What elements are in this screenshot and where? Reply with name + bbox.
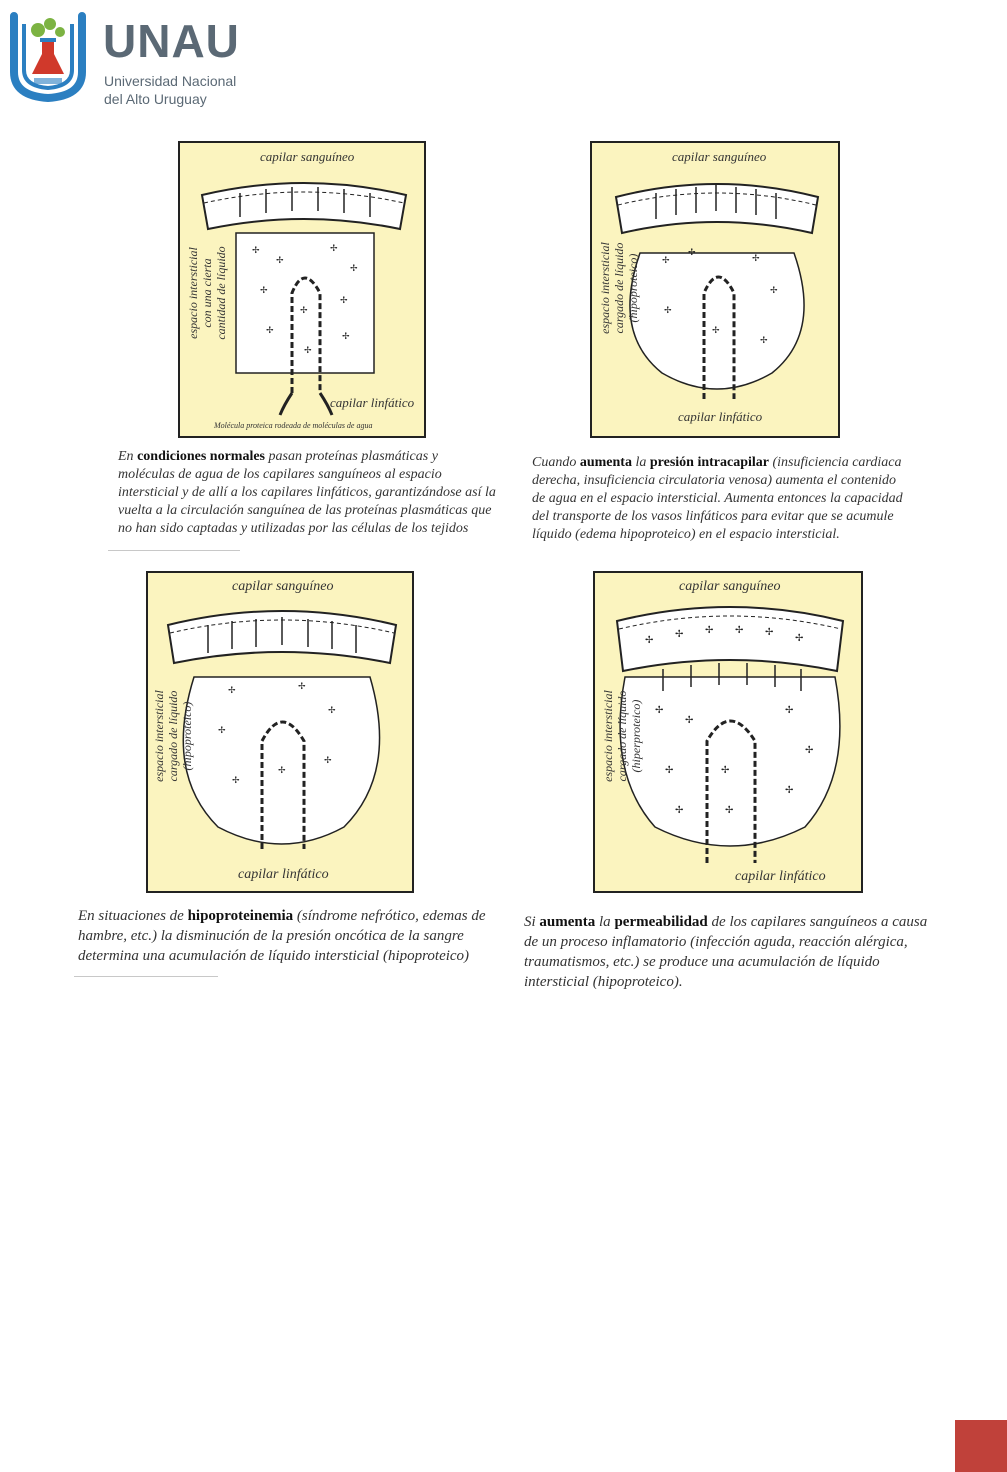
side-label: espacio intersticial cargado de líquido (hipoproteico) [152, 690, 194, 782]
logo-subtitle-line1: Universidad Nacional [104, 73, 237, 89]
svg-text:✢: ✢ [685, 715, 694, 726]
svg-text:✢: ✢ [228, 685, 236, 695]
svg-text:✢: ✢ [232, 775, 240, 785]
caption-keyword-2: presión intracapilar [649, 455, 769, 470]
legend-text: Molécula proteica rodeada de moléculas de agua [214, 421, 373, 430]
bottom-label: capilar linfático [678, 409, 763, 424]
svg-text:✢: ✢ [342, 331, 350, 341]
svg-text:✢: ✢ [655, 705, 664, 716]
svg-text:✢: ✢ [721, 765, 730, 776]
bottom-label: capilar linfático [238, 867, 329, 882]
figure-normal-conditions [178, 141, 426, 438]
svg-text:✢: ✢ [675, 805, 684, 816]
caption-keyword-2: permeabilidad [614, 914, 708, 930]
caption-keyword: aumenta [539, 914, 596, 930]
svg-text:✢: ✢ [765, 627, 774, 638]
svg-text:✢: ✢ [770, 285, 778, 295]
svg-text:✢: ✢ [805, 745, 814, 756]
top-label: capilar sanguíneo [232, 579, 334, 594]
svg-text:✢: ✢ [675, 629, 684, 640]
separator-line [74, 976, 218, 977]
logo-title: UNAU [103, 15, 240, 67]
svg-text:✢: ✢ [340, 295, 348, 305]
figure-permeability [593, 571, 863, 893]
side-label: espacio intersticial cargado de líquido (hiperproteico) [601, 690, 643, 782]
svg-text:✢: ✢ [725, 805, 734, 816]
caption-normal-conditions: En condiciones normales pasan proteínas plasmáticas y moléculas de agua de los capilares sanguíneos al espacio intersticial y de allí a los capilares linfáticos, garantizándose así la vuelta a la circulación sanguínea de las proteínas plasmáticas que no han sido captadas y utilizadas por las células de los tejidos [118, 449, 496, 536]
svg-text:✢: ✢ [664, 305, 672, 315]
top-label: capilar sanguíneo [260, 149, 355, 164]
svg-text:✢: ✢ [266, 325, 274, 335]
page-corner-accent [955, 1420, 1007, 1472]
svg-text:✢: ✢ [324, 755, 332, 765]
svg-text:✢: ✢ [276, 255, 284, 265]
unau-emblem-icon [8, 10, 88, 102]
svg-text:✢: ✢ [300, 305, 308, 315]
university-logo [8, 10, 248, 107]
svg-text:✢: ✢ [705, 625, 714, 636]
caption-intracapillary-pressure: Cuando aumenta la presión intracapilar (insuficiencia cardiaca derecha, insuficiencia circulatoria venosa) aumenta el contenido de agua en el espacio intersticial. Aumenta entonces la capacidad del transporte de los vasos linfáticos para evitar que se acumule líquido (edema hipoproteico) en el espacio intersticial. [532, 455, 903, 542]
logo-subtitle-line2: del Alto Uruguay [104, 91, 207, 107]
caption-keyword: condiciones normales [137, 449, 266, 464]
svg-text:✢: ✢ [665, 765, 674, 776]
caption-hypoproteinemia: En situaciones de hipoproteinemia (síndrome nefrótico, edemas de hambre, etc.) la disminución de la presión oncótica de la sangre determina una acumulación de líquido intersticial (hipoproteico) [78, 908, 486, 964]
svg-text:✢: ✢ [278, 765, 286, 775]
svg-text:✢: ✢ [760, 335, 768, 345]
svg-text:✢: ✢ [688, 247, 696, 257]
svg-text:✢: ✢ [645, 635, 654, 646]
svg-text:✢: ✢ [785, 705, 794, 716]
svg-text:✢: ✢ [304, 345, 312, 355]
svg-text:✢: ✢ [795, 633, 804, 644]
svg-text:✢: ✢ [298, 681, 306, 691]
svg-text:✢: ✢ [662, 255, 670, 265]
caption-permeability: Si aumenta la permeabilidad de los capilares sanguíneos a causa de un proceso inflamatorio (infección aguda, reacción alérgica, traumatismos, etc.) se produce una acumulación de líquido intersticial (hipoproteico). [524, 914, 928, 990]
figure-hypoproteinemia [146, 571, 414, 893]
svg-text:✢: ✢ [752, 253, 760, 263]
side-label: espacio intersticial con una cierta cantidad de líquido [186, 246, 228, 340]
svg-text:✢: ✢ [330, 243, 338, 253]
svg-text:✢: ✢ [328, 705, 336, 715]
bottom-label: capilar linfático [735, 869, 826, 884]
svg-text:✢: ✢ [350, 263, 358, 273]
caption-keyword: hipoproteinemia [187, 908, 294, 924]
figure-intracapillary-pressure [590, 141, 840, 438]
separator-line [108, 550, 240, 551]
svg-text:✢: ✢ [260, 285, 268, 295]
bottom-label: capilar linfático [330, 395, 415, 410]
caption-keyword: aumenta [579, 455, 632, 470]
svg-text:✢: ✢ [218, 725, 226, 735]
svg-text:✢: ✢ [712, 325, 720, 335]
svg-text:✢: ✢ [252, 245, 260, 255]
top-label: capilar sanguíneo [679, 579, 781, 594]
side-label: espacio intersticial cargado de líquido (hipoproteico) [598, 242, 640, 334]
top-label: capilar sanguíneo [672, 149, 767, 164]
svg-text:✢: ✢ [785, 785, 794, 796]
svg-text:✢: ✢ [735, 625, 744, 636]
